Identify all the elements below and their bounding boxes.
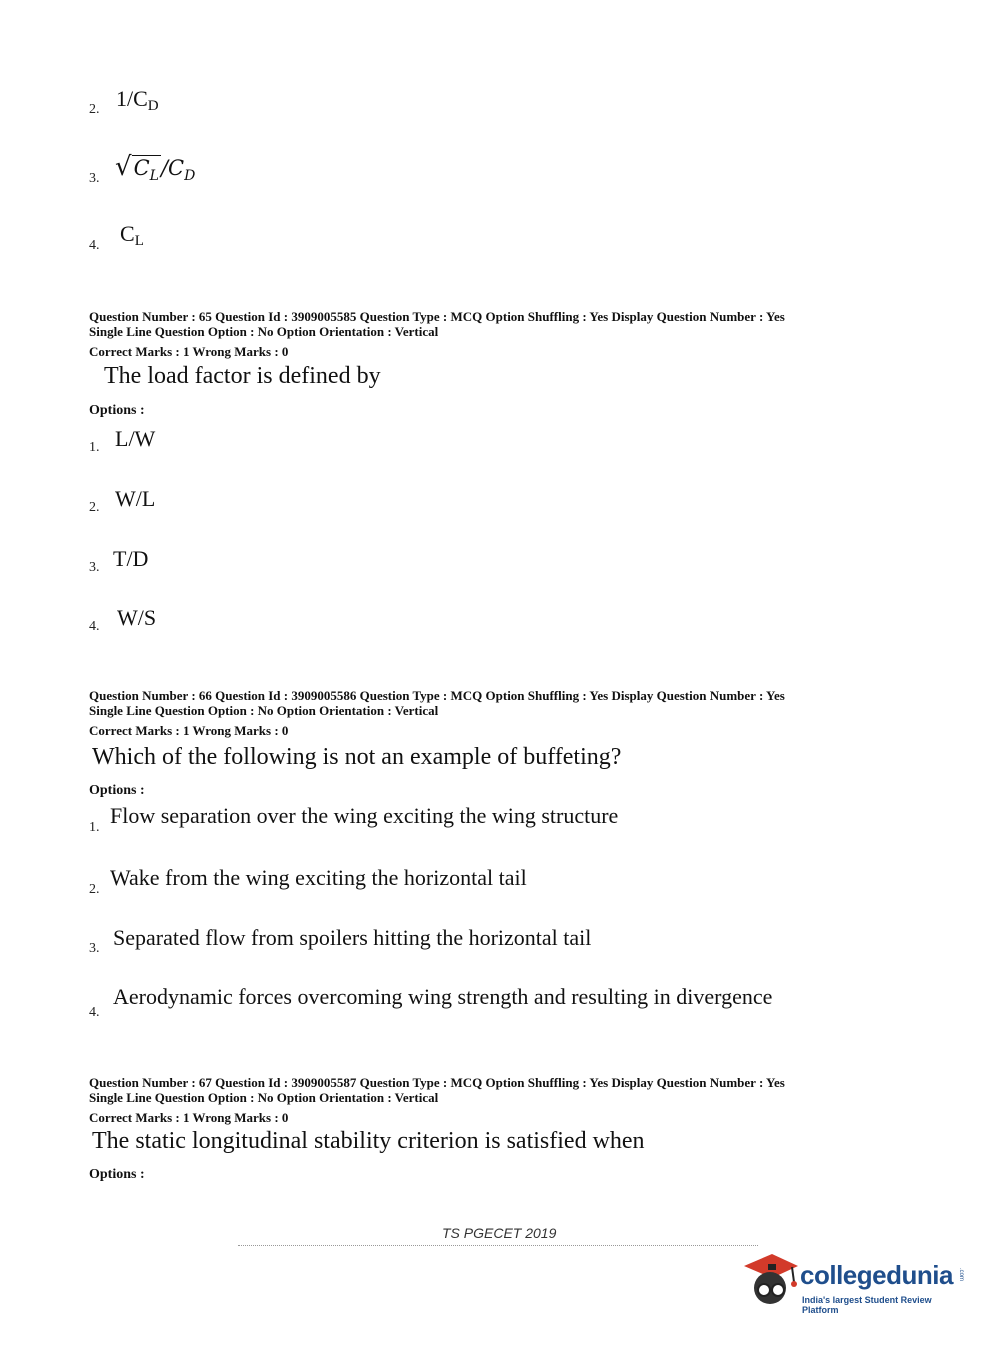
option-text: T/D <box>113 546 149 571</box>
option-text: Wake from the wing exciting the horizontal tail <box>110 865 527 890</box>
option-math-expression: $√C_L/C_D$ <box>115 152 196 185</box>
logo-wordmark: collegedunia <box>800 1260 953 1290</box>
option-number: 2. <box>89 500 100 515</box>
question-text: Which of the following is not an example of buffeting? <box>92 744 622 770</box>
question-meta <box>89 309 785 359</box>
option-text: $C_L$ <box>120 221 144 249</box>
option-number: 1. <box>89 820 100 835</box>
marks-line: Correct Marks : 1 Wrong Marks : 0 <box>89 344 289 359</box>
meta-line: Question Number : 66 Question Id : 3909005586 Question Type : MCQ Option Shuffling : Yes Display Question Number : Yes <box>89 688 785 703</box>
page-footer: TS PGECET 2019 <box>442 1225 557 1241</box>
option-number: 2. <box>89 102 100 117</box>
option-number: 4. <box>89 1005 100 1020</box>
question-meta <box>89 1075 785 1125</box>
option-text: L/W <box>115 426 156 451</box>
options-label: Options : <box>89 783 145 798</box>
footer-divider <box>238 1245 758 1246</box>
question-meta <box>89 688 785 738</box>
marks-line: Correct Marks : 1 Wrong Marks : 0 <box>89 723 289 738</box>
logo-tagline: India's largest Student Review Platform <box>802 1295 932 1315</box>
logo-tld: .com <box>958 1268 964 1282</box>
question-text: The load factor is defined by <box>104 363 381 389</box>
collegedunia-logo <box>740 1248 970 1318</box>
option-number: 4. <box>89 238 100 253</box>
mascot-icon <box>740 1248 802 1310</box>
option-number: 3. <box>89 171 100 186</box>
meta-line: Question Number : 67 Question Id : 3909005587 Question Type : MCQ Option Shuffling : Yes Display Question Number : Yes <box>89 1075 785 1090</box>
options-label: Options : <box>89 1167 145 1182</box>
option-number: 1. <box>89 440 100 455</box>
options-label: Options : <box>89 403 145 418</box>
option-number: 2. <box>89 882 100 897</box>
option-number: 3. <box>89 560 100 575</box>
option-text: Separated flow from spoilers hitting the horizontal tail <box>113 925 592 950</box>
meta-line: Single Line Question Option : No Option Orientation : Vertical <box>89 703 439 718</box>
meta-line: Single Line Question Option : No Option Orientation : Vertical <box>89 324 439 339</box>
option-text: Flow separation over the wing exciting the wing structure <box>110 803 619 828</box>
option-text: W/S <box>117 605 157 630</box>
meta-line: Single Line Question Option : No Option Orientation : Vertical <box>89 1090 439 1105</box>
meta-line: Question Number : 65 Question Id : 3909005585 Question Type : MCQ Option Shuffling : Yes Display Question Number : Yes <box>89 309 785 324</box>
question-text: The static longitudinal stability criterion is satisfied when <box>92 1128 645 1154</box>
marks-line: Correct Marks : 1 Wrong Marks : 0 <box>89 1110 289 1125</box>
option-text: $1/C_D$ <box>116 86 159 114</box>
option-text: W/L <box>115 486 156 511</box>
option-number: 4. <box>89 619 100 634</box>
sqrt-symbol: √ <box>115 152 132 182</box>
option-number: 3. <box>89 941 100 956</box>
option-text: Aerodynamic forces overcoming wing strength and resulting in divergence <box>113 984 773 1009</box>
